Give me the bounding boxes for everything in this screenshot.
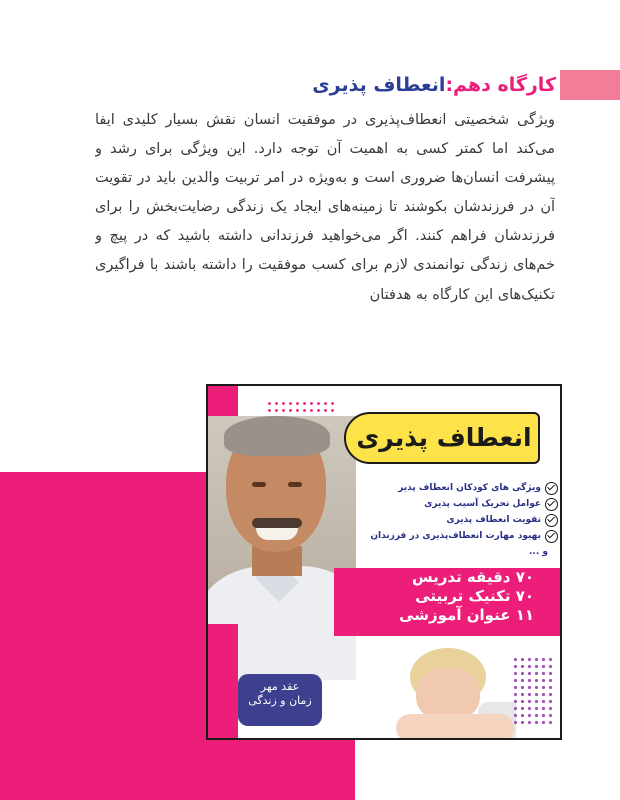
photo-eye-left [252,482,266,487]
poster-title: انعطاف پذیری [356,423,532,452]
child-photo [396,648,516,740]
stat-line: ۷۰ دقیقه تدریس [411,568,534,586]
check-circle-icon [545,514,558,527]
brand-logo [238,674,322,726]
stat-line: ۷۰ تکنیک تربیتی [415,587,534,605]
photo-eye-right [288,482,302,487]
stat-line: ۱۱ عنوان آموزشی [399,606,534,624]
workshop-title: انعطاف پذیری [312,74,446,96]
poster-pink-strip-top [208,386,238,416]
logo-line-1: عقد مهر [260,680,300,693]
photo-mustache [252,518,302,528]
list-item: ویژگی های کودکان انعطاف پذیر [364,480,558,496]
list-etc: و ... [529,547,548,557]
photo-hair [224,416,330,456]
section-heading [312,70,556,100]
check-circle-icon [545,530,558,543]
child-arms [396,714,514,740]
check-circle-icon [545,482,558,495]
poster-pink-strip-bottom [208,624,238,740]
photo-smile [256,528,298,540]
topics-list [364,480,558,544]
check-circle-icon [545,498,558,511]
stats-band [334,568,562,636]
list-item: بهبود مهارت انعطاف‌پذیری در فرزندان [364,528,558,544]
workshop-poster [206,384,562,740]
list-item: عوامل تحریک آسیب پذیری [364,496,558,512]
logo-line-2: زمان و زندگی [248,694,312,707]
header-accent-bar [560,70,620,100]
decorative-dots-right [512,656,556,726]
workshop-label: کارگاه دهم: [445,74,556,96]
list-item: تقویت انعطاف پذیری [364,512,558,528]
body-paragraph: ویژگی شخصیتی انعطاف‌پذیری در موفقیت انسان نقش بسیار کلیدی ایفا می‌کند اما کمتر کسی به اهمیت آن توجه دارد. این ویژگی برای رشد و پیشرفت انسان‌ها ضروری است و به‌ویژه در امر تربیت والدین باید در تقویت آن در فرزندشان بکوشند تا زمینه‌های ایجاد یک زندگی رضایت‌بخش را برای فرزندشان فراهم کنند. اگر می‌خواهید فرزندانی داشته باشید که در پیچ و خم‌های زندگی توانمندی لازم برای کسب موفقیت را داشته باشند با فراگیری تکنیک‌های این کارگاه به هدفتان [95,112,555,303]
